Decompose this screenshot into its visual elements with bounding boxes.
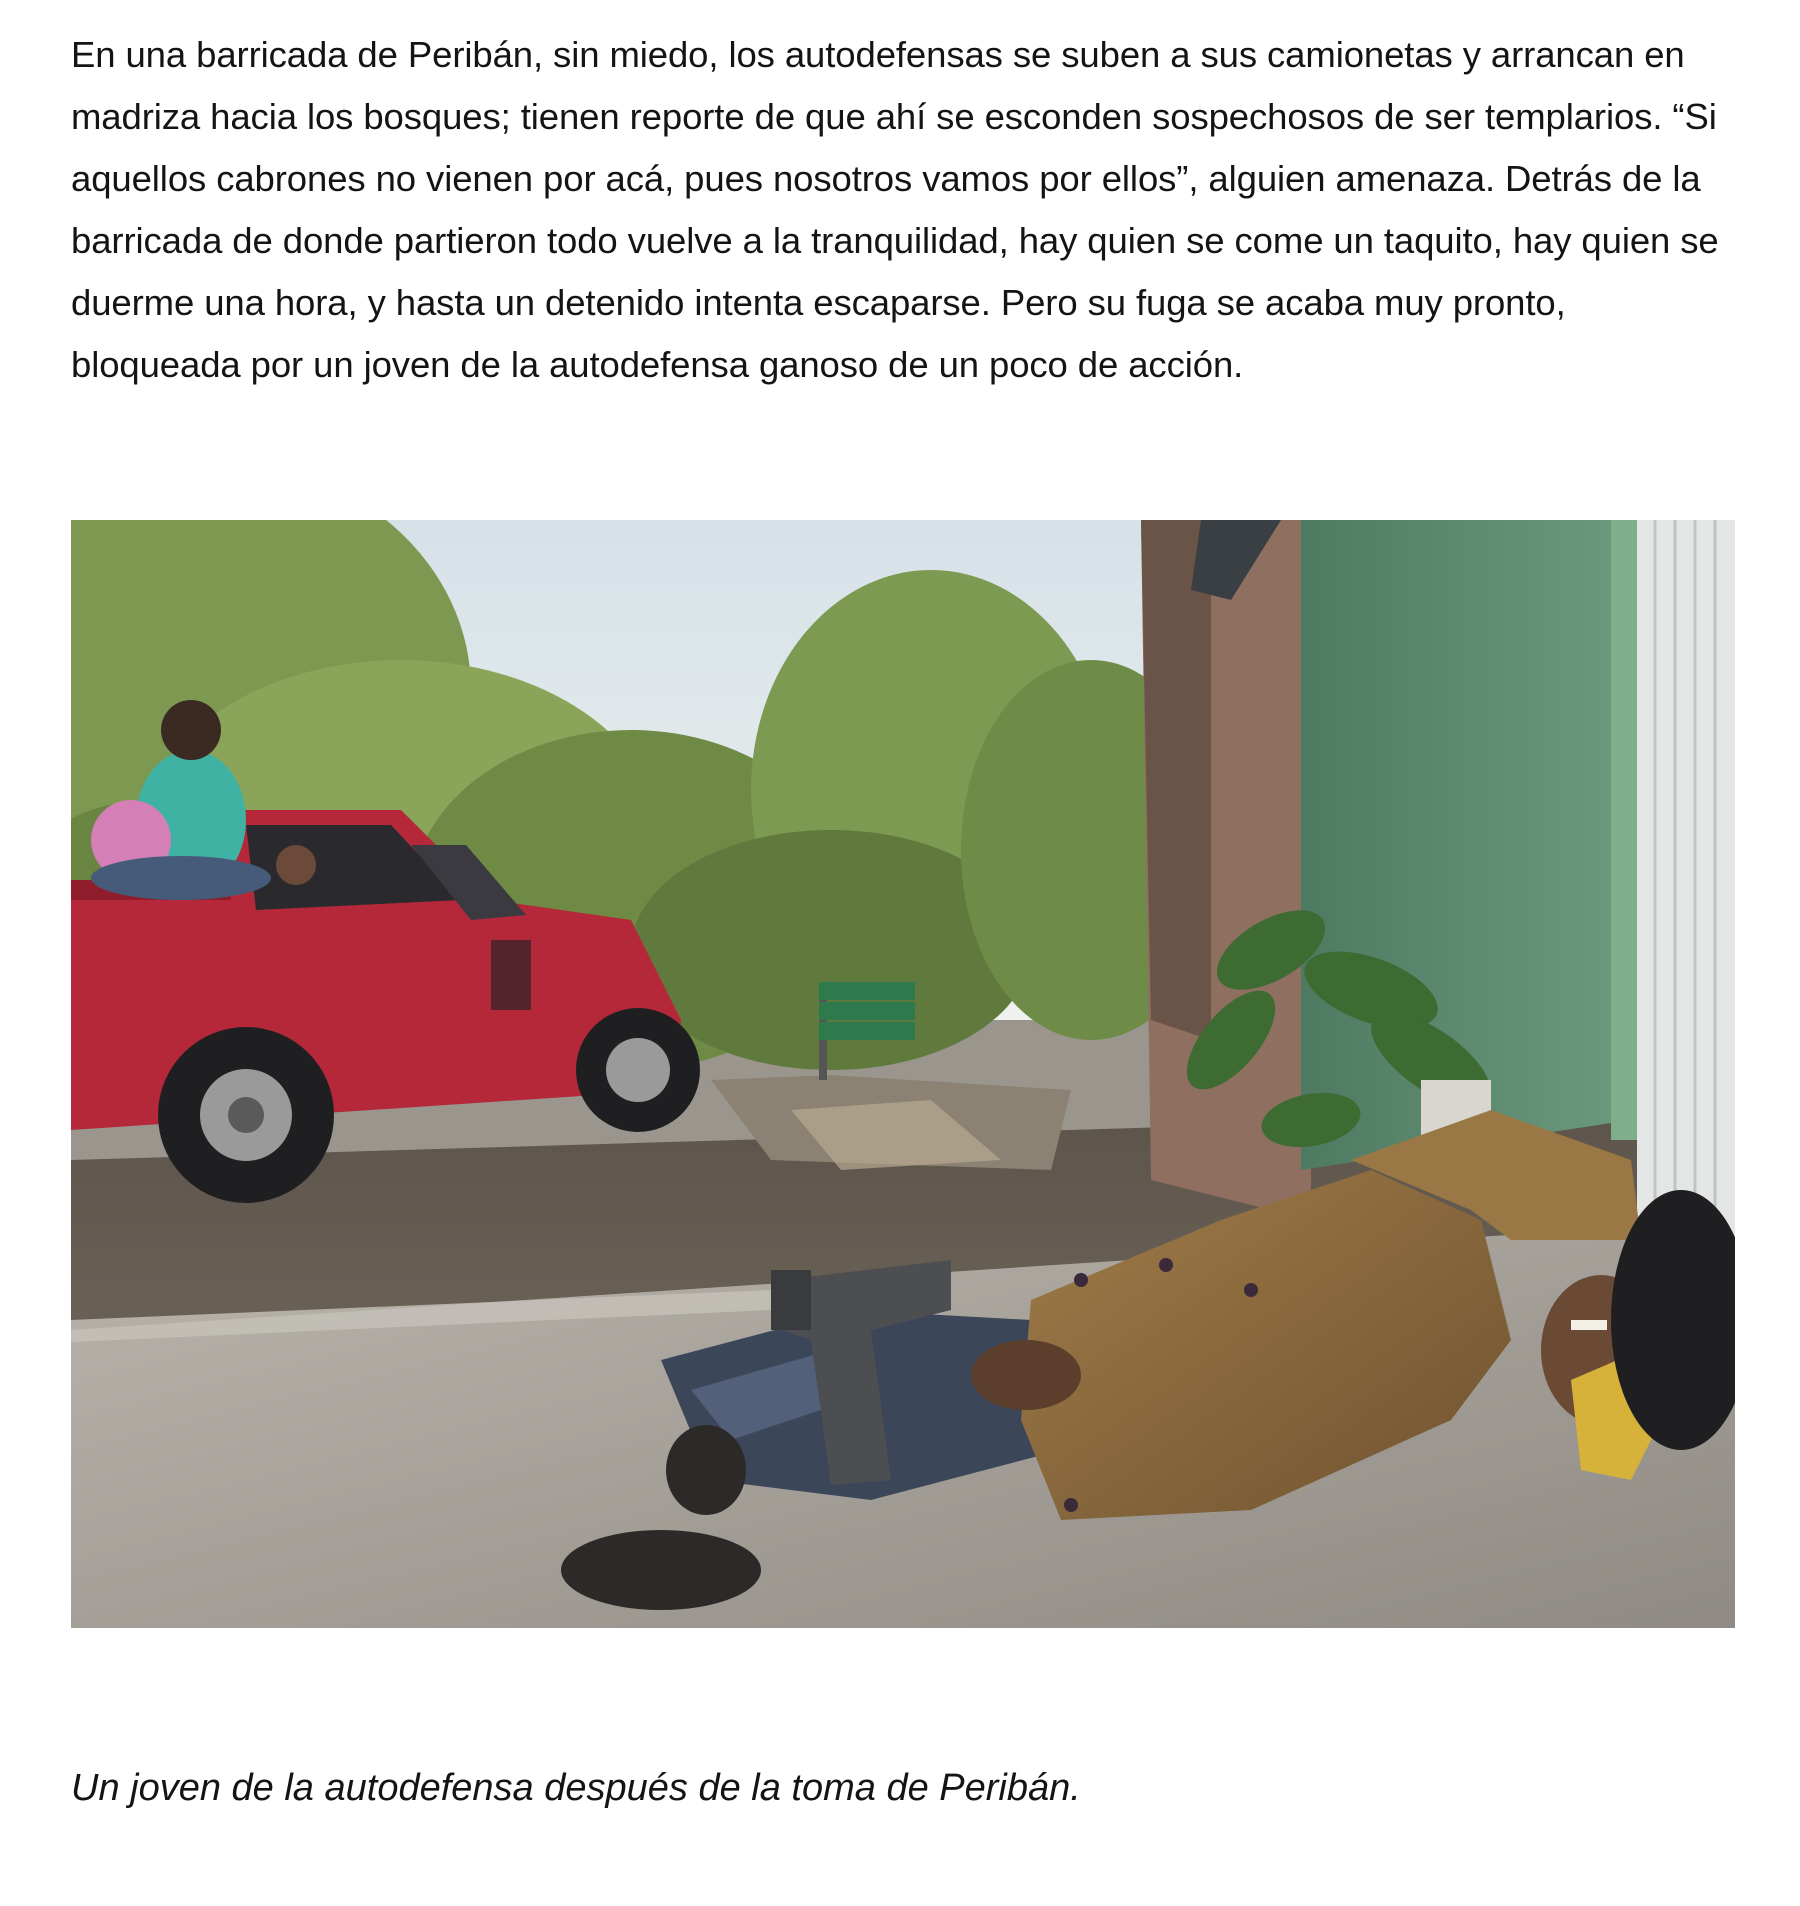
article-paragraph: En una barricada de Peribán, sin miedo, los autodefensas se suben a sus camionetas y arrancan en madriza hacia los bosques; tienen reporte de que ahí se esconden sospechosos de ser templarios. “Si aquellos cabrones no vienen por acá, pues nosotros vamos por ellos”, alguien amenaza. Detrás de la barricada de donde partieron todo vuelve a la tranquilidad, hay quien se come un taquito, hay quien se duerme una hora, y hasta un detenido intenta escaparse. Pero su fuga se acaba muy pronto, bloqueada por un joven de la autodefensa ganoso de un poco de acción. <box>71 34 1719 385</box>
photo-illustration <box>71 520 1735 1628</box>
photo-caption: Un joven de la autodefensa después de la toma de Peribán. <box>71 1767 1081 1809</box>
article-body <box>71 24 1735 396</box>
article-photo <box>71 520 1735 1628</box>
